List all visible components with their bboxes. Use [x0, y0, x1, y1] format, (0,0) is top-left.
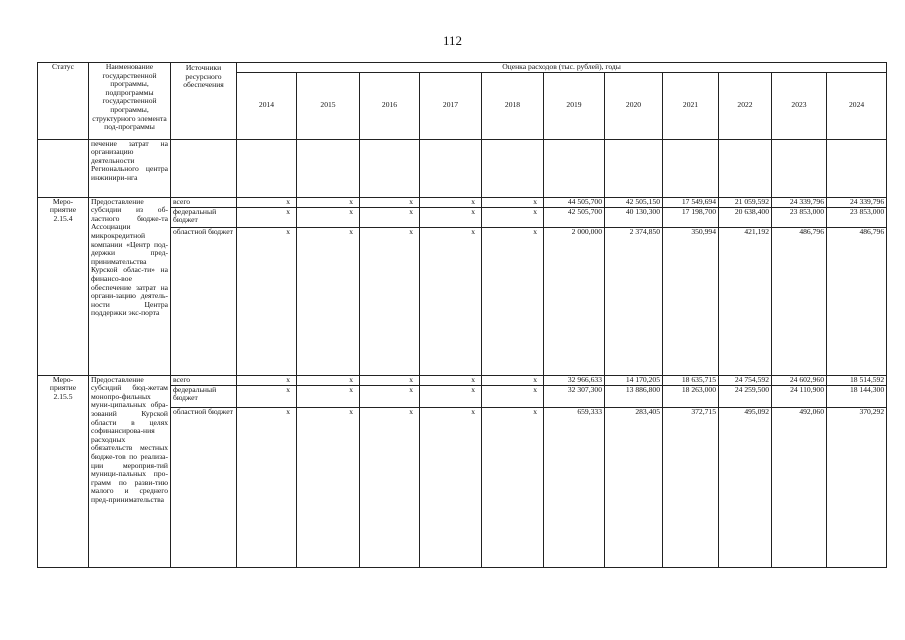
source-label: федеральный бюджет: [171, 385, 237, 407]
header-year: 2014: [237, 72, 297, 139]
source-label: федеральный бюджет: [171, 207, 237, 227]
value-cell: x: [420, 375, 482, 385]
value-cell: 42 505,700: [544, 207, 605, 227]
value-cell: x: [482, 385, 544, 407]
value-cell: 486,796: [827, 227, 887, 375]
value-cell: 24 754,592: [719, 375, 772, 385]
value-cell: x: [360, 385, 420, 407]
value-cell: x: [482, 207, 544, 227]
value-cell: x: [297, 207, 360, 227]
value-cell: x: [360, 197, 420, 207]
value-cell: x: [297, 197, 360, 207]
value-cell: 18 635,715: [663, 375, 719, 385]
measure-status: Меро-приятие 2.15.4: [38, 197, 89, 375]
value-cell: 17 198,700: [663, 207, 719, 227]
value-cell: x: [237, 385, 297, 407]
value-cell: x: [297, 227, 360, 375]
header-costs: Оценка расходов (тыс. рублей), годы: [237, 63, 887, 73]
value-cell: 486,796: [772, 227, 827, 375]
value-cell: 24 602,960: [772, 375, 827, 385]
value-cell: 2 000,000: [544, 227, 605, 375]
value-cell: x: [482, 197, 544, 207]
value-cell: 23 853,000: [827, 207, 887, 227]
header-year: 2020: [605, 72, 663, 139]
value-cell: 18 144,300: [827, 385, 887, 407]
value-cell: 14 170,205: [605, 375, 663, 385]
value-cell: x: [360, 207, 420, 227]
measure-name: Предоставление субсидии из об-ластного бюдже-та Ассоциации микрокредитной компании «Центр под-держки пред-принимательства Курской облас-ти» на финансо-вое обеспечение затрат на органи-зацию деятель-ности Центра поддержки экс-порта: [89, 197, 171, 375]
value-cell: 492,060: [772, 407, 827, 567]
source-label: всего: [171, 197, 237, 207]
header-row-1: [38, 63, 887, 73]
value-cell: 283,405: [605, 407, 663, 567]
header-year: 2018: [482, 72, 544, 139]
value-cell: x: [297, 385, 360, 407]
value-cell: x: [360, 407, 420, 567]
header-name: Наименование государственной программы, подпрограммы государственной программы, структурного элемента под-программы: [89, 63, 171, 140]
value-cell: 24 339,796: [772, 197, 827, 207]
value-cell: 370,292: [827, 407, 887, 567]
continuation-name: печение затрат на организацию деятельности Регионального центра инжинири-нга: [89, 139, 171, 197]
value-cell: x: [420, 197, 482, 207]
table-row: [38, 375, 887, 385]
page-number: 112: [442, 33, 463, 48]
value-cell: 17 549,694: [663, 197, 719, 207]
value-cell: 24 259,500: [719, 385, 772, 407]
value-cell: x: [237, 375, 297, 385]
header-year: 2023: [772, 72, 827, 139]
measure-name: Предоставление субсидий бюд-жетам монопро-фильных муни-ципальных обра-зований Курской области в целях софинансирова-ния расходных обязательств местных бюдже-тов по реализа-ции мероприя-тий муници-пальных про-грамм по разви-тию малого и среднего пред-принимательства: [89, 375, 171, 567]
header-status: Статус: [38, 63, 89, 140]
header-year: 2016: [360, 72, 420, 139]
value-cell: x: [237, 207, 297, 227]
measure-status: Меро-приятие 2.15.5: [38, 375, 89, 567]
header-year: 2021: [663, 72, 719, 139]
value-cell: 20 638,400: [719, 207, 772, 227]
value-cell: x: [360, 375, 420, 385]
value-cell: x: [482, 375, 544, 385]
source-label: областной бюджет: [171, 227, 237, 375]
value-cell: x: [482, 407, 544, 567]
value-cell: x: [420, 227, 482, 375]
header-sources: Источники ресурсного обеспечения: [171, 63, 237, 140]
value-cell: x: [237, 227, 297, 375]
budget-table: [37, 62, 887, 568]
value-cell: 32 966,633: [544, 375, 605, 385]
value-cell: 24 110,900: [772, 385, 827, 407]
value-cell: x: [420, 207, 482, 227]
header-year: 2017: [420, 72, 482, 139]
value-cell: 21 059,592: [719, 197, 772, 207]
header-year: 2019: [544, 72, 605, 139]
value-cell: 32 307,300: [544, 385, 605, 407]
table-row: [38, 197, 887, 207]
continuation-status: [38, 139, 89, 197]
value-cell: 659,333: [544, 407, 605, 567]
value-cell: 372,715: [663, 407, 719, 567]
value-cell: 13 886,800: [605, 385, 663, 407]
value-cell: 421,192: [719, 227, 772, 375]
value-cell: x: [237, 197, 297, 207]
value-cell: 18 263,000: [663, 385, 719, 407]
value-cell: x: [297, 407, 360, 567]
value-cell: x: [420, 407, 482, 567]
value-cell: x: [482, 227, 544, 375]
value-cell: x: [297, 375, 360, 385]
value-cell: 42 505,150: [605, 197, 663, 207]
value-cell: 350,994: [663, 227, 719, 375]
header-year: 2022: [719, 72, 772, 139]
header-year: 2015: [297, 72, 360, 139]
value-cell: 495,092: [719, 407, 772, 567]
value-cell: 2 374,850: [605, 227, 663, 375]
header-year: 2024: [827, 72, 887, 139]
value-cell: x: [420, 385, 482, 407]
value-cell: x: [360, 227, 420, 375]
value-cell: 40 130,300: [605, 207, 663, 227]
value-cell: 18 514,592: [827, 375, 887, 385]
value-cell: 23 853,000: [772, 207, 827, 227]
value-cell: 44 505,700: [544, 197, 605, 207]
source-label: областной бюджет: [171, 407, 237, 567]
continuation-row: [38, 139, 887, 197]
value-cell: x: [237, 407, 297, 567]
source-label: всего: [171, 375, 237, 385]
value-cell: 24 339,796: [827, 197, 887, 207]
